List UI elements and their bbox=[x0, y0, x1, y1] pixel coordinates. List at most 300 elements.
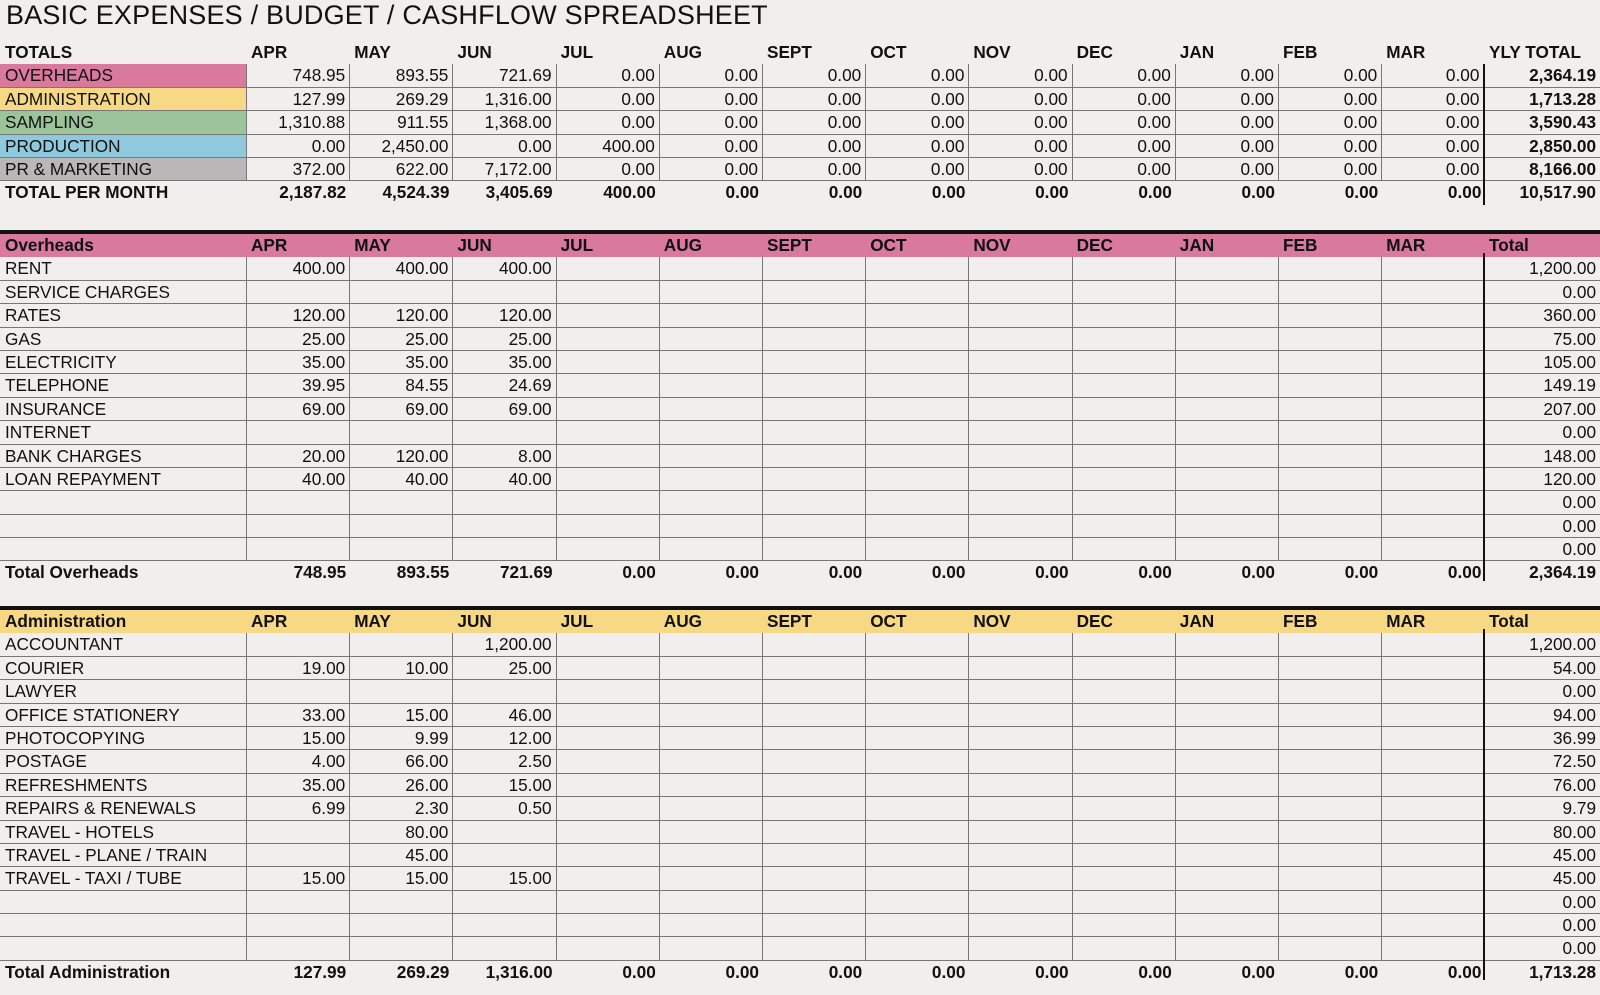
overheads-cell[interactable] bbox=[1176, 351, 1279, 374]
overheads-cell[interactable] bbox=[660, 257, 763, 280]
overheads-cell[interactable] bbox=[557, 538, 660, 561]
administration-cell[interactable] bbox=[660, 914, 763, 937]
overheads-cell[interactable] bbox=[1279, 328, 1382, 351]
administration-cell[interactable] bbox=[1382, 937, 1485, 960]
administration-cell[interactable] bbox=[1279, 937, 1382, 960]
administration-cell[interactable] bbox=[969, 914, 1072, 937]
administration-cell[interactable] bbox=[969, 937, 1072, 960]
overheads-cell[interactable] bbox=[866, 328, 969, 351]
overheads-cell[interactable]: 35.00 bbox=[247, 351, 350, 374]
administration-cell[interactable] bbox=[866, 633, 969, 656]
totals-cell[interactable]: 0.00 bbox=[969, 64, 1072, 87]
overheads-cell[interactable]: 24.69 bbox=[453, 374, 556, 397]
totals-cell[interactable]: 0.00 bbox=[763, 64, 866, 87]
totals-cell[interactable]: 269.29 bbox=[350, 88, 453, 111]
administration-cell[interactable] bbox=[866, 680, 969, 703]
administration-cell[interactable] bbox=[969, 633, 1072, 656]
overheads-cell[interactable] bbox=[1073, 491, 1176, 514]
totals-cell[interactable]: 0.00 bbox=[660, 88, 763, 111]
overheads-cell[interactable] bbox=[1073, 421, 1176, 444]
administration-cell[interactable] bbox=[969, 867, 1072, 890]
overheads-cell[interactable] bbox=[1073, 351, 1176, 374]
overheads-cell[interactable] bbox=[557, 398, 660, 421]
administration-cell[interactable] bbox=[660, 633, 763, 656]
administration-cell[interactable] bbox=[866, 867, 969, 890]
overheads-cell[interactable] bbox=[866, 304, 969, 327]
administration-cell[interactable] bbox=[1382, 797, 1485, 820]
totals-cell[interactable]: 0.00 bbox=[969, 88, 1072, 111]
administration-cell[interactable] bbox=[1176, 891, 1279, 914]
administration-cell[interactable]: 1,200.00 bbox=[453, 633, 556, 656]
overheads-cell[interactable] bbox=[969, 374, 1072, 397]
administration-cell[interactable]: 15.00 bbox=[350, 704, 453, 727]
administration-cell[interactable]: 15.00 bbox=[247, 727, 350, 750]
administration-cell[interactable] bbox=[763, 891, 866, 914]
totals-cell[interactable]: 0.00 bbox=[969, 111, 1072, 134]
overheads-cell[interactable] bbox=[866, 515, 969, 538]
overheads-cell[interactable] bbox=[660, 468, 763, 491]
totals-cell[interactable]: 0.00 bbox=[866, 135, 969, 158]
administration-cell[interactable] bbox=[1279, 704, 1382, 727]
overheads-cell[interactable] bbox=[866, 421, 969, 444]
administration-cell[interactable] bbox=[866, 657, 969, 680]
totals-cell[interactable]: 622.00 bbox=[350, 158, 453, 181]
administration-cell[interactable]: 6.99 bbox=[247, 797, 350, 820]
administration-cell[interactable] bbox=[866, 774, 969, 797]
overheads-cell[interactable] bbox=[660, 445, 763, 468]
administration-cell[interactable]: 25.00 bbox=[453, 657, 556, 680]
totals-cell[interactable]: 127.99 bbox=[247, 88, 350, 111]
administration-cell[interactable] bbox=[453, 937, 556, 960]
overheads-cell[interactable]: 69.00 bbox=[453, 398, 556, 421]
administration-cell[interactable]: 2.50 bbox=[453, 750, 556, 773]
totals-cell[interactable]: 0.00 bbox=[660, 158, 763, 181]
overheads-cell[interactable] bbox=[1176, 328, 1279, 351]
totals-cell[interactable]: 0.00 bbox=[1382, 135, 1485, 158]
totals-cell[interactable]: 0.00 bbox=[1382, 64, 1485, 87]
administration-cell[interactable]: 12.00 bbox=[453, 727, 556, 750]
administration-cell[interactable] bbox=[453, 844, 556, 867]
administration-cell[interactable] bbox=[557, 774, 660, 797]
administration-cell[interactable] bbox=[763, 821, 866, 844]
overheads-cell[interactable] bbox=[1073, 257, 1176, 280]
administration-cell[interactable] bbox=[557, 633, 660, 656]
administration-cell[interactable] bbox=[557, 821, 660, 844]
overheads-cell[interactable] bbox=[763, 374, 866, 397]
overheads-cell[interactable] bbox=[1176, 398, 1279, 421]
overheads-cell[interactable] bbox=[660, 398, 763, 421]
totals-cell[interactable]: 0.00 bbox=[1073, 158, 1176, 181]
overheads-cell[interactable] bbox=[557, 374, 660, 397]
totals-cell[interactable]: 2,450.00 bbox=[350, 135, 453, 158]
administration-cell[interactable] bbox=[1279, 844, 1382, 867]
administration-cell[interactable] bbox=[557, 727, 660, 750]
overheads-cell[interactable] bbox=[557, 421, 660, 444]
overheads-cell[interactable] bbox=[247, 281, 350, 304]
overheads-cell[interactable] bbox=[969, 421, 1072, 444]
administration-cell[interactable] bbox=[1073, 774, 1176, 797]
administration-cell[interactable] bbox=[660, 821, 763, 844]
overheads-cell[interactable] bbox=[866, 398, 969, 421]
totals-cell[interactable]: 1,310.88 bbox=[247, 111, 350, 134]
administration-cell[interactable] bbox=[969, 797, 1072, 820]
totals-cell[interactable]: 0.00 bbox=[969, 135, 1072, 158]
administration-cell[interactable] bbox=[660, 750, 763, 773]
overheads-cell[interactable] bbox=[763, 281, 866, 304]
administration-cell[interactable] bbox=[1279, 914, 1382, 937]
totals-cell[interactable]: 0.00 bbox=[1073, 88, 1176, 111]
overheads-cell[interactable] bbox=[247, 538, 350, 561]
administration-cell[interactable] bbox=[866, 727, 969, 750]
overheads-cell[interactable] bbox=[763, 445, 866, 468]
administration-cell[interactable] bbox=[557, 704, 660, 727]
overheads-cell[interactable]: 39.95 bbox=[247, 374, 350, 397]
administration-cell[interactable] bbox=[1279, 680, 1382, 703]
administration-cell[interactable] bbox=[763, 704, 866, 727]
overheads-cell[interactable] bbox=[557, 281, 660, 304]
totals-cell[interactable]: 0.00 bbox=[1382, 111, 1485, 134]
administration-cell[interactable] bbox=[1382, 657, 1485, 680]
totals-cell[interactable]: 0.00 bbox=[660, 135, 763, 158]
overheads-cell[interactable] bbox=[1073, 515, 1176, 538]
overheads-cell[interactable] bbox=[660, 304, 763, 327]
administration-cell[interactable] bbox=[1279, 797, 1382, 820]
administration-cell[interactable]: 4.00 bbox=[247, 750, 350, 773]
totals-cell[interactable]: 0.00 bbox=[1073, 135, 1176, 158]
overheads-cell[interactable] bbox=[1073, 468, 1176, 491]
overheads-cell[interactable] bbox=[969, 328, 1072, 351]
administration-cell[interactable] bbox=[453, 821, 556, 844]
overheads-cell[interactable] bbox=[969, 304, 1072, 327]
overheads-cell[interactable]: 400.00 bbox=[247, 257, 350, 280]
administration-cell[interactable]: 0.50 bbox=[453, 797, 556, 820]
overheads-cell[interactable] bbox=[350, 421, 453, 444]
overheads-cell[interactable] bbox=[557, 304, 660, 327]
administration-cell[interactable] bbox=[453, 680, 556, 703]
overheads-cell[interactable] bbox=[969, 491, 1072, 514]
totals-cell[interactable]: 0.00 bbox=[1279, 111, 1382, 134]
totals-cell[interactable]: 0.00 bbox=[1176, 88, 1279, 111]
administration-cell[interactable] bbox=[1382, 680, 1485, 703]
overheads-cell[interactable]: 40.00 bbox=[453, 468, 556, 491]
totals-cell[interactable]: 0.00 bbox=[1279, 64, 1382, 87]
totals-cell[interactable]: 0.00 bbox=[866, 88, 969, 111]
totals-cell[interactable]: 0.00 bbox=[1073, 64, 1176, 87]
overheads-cell[interactable]: 40.00 bbox=[247, 468, 350, 491]
administration-cell[interactable] bbox=[557, 867, 660, 890]
administration-cell[interactable] bbox=[350, 680, 453, 703]
overheads-cell[interactable] bbox=[350, 515, 453, 538]
administration-cell[interactable] bbox=[1279, 891, 1382, 914]
administration-cell[interactable] bbox=[557, 914, 660, 937]
totals-cell[interactable]: 0.00 bbox=[1176, 111, 1279, 134]
overheads-cell[interactable] bbox=[247, 421, 350, 444]
administration-cell[interactable] bbox=[660, 844, 763, 867]
overheads-cell[interactable] bbox=[1176, 281, 1279, 304]
totals-cell[interactable]: 7,172.00 bbox=[453, 158, 556, 181]
totals-cell[interactable]: 911.55 bbox=[350, 111, 453, 134]
overheads-cell[interactable] bbox=[1279, 515, 1382, 538]
totals-cell[interactable]: 1,368.00 bbox=[453, 111, 556, 134]
overheads-cell[interactable] bbox=[866, 445, 969, 468]
administration-cell[interactable] bbox=[350, 891, 453, 914]
totals-cell[interactable]: 0.00 bbox=[1279, 88, 1382, 111]
overheads-cell[interactable]: 69.00 bbox=[350, 398, 453, 421]
overheads-cell[interactable]: 8.00 bbox=[453, 445, 556, 468]
totals-cell[interactable]: 0.00 bbox=[1176, 158, 1279, 181]
overheads-cell[interactable] bbox=[557, 468, 660, 491]
overheads-cell[interactable] bbox=[557, 328, 660, 351]
administration-cell[interactable] bbox=[866, 891, 969, 914]
overheads-cell[interactable] bbox=[969, 468, 1072, 491]
administration-cell[interactable] bbox=[1382, 774, 1485, 797]
totals-cell[interactable]: 0.00 bbox=[1279, 135, 1382, 158]
overheads-cell[interactable] bbox=[763, 398, 866, 421]
administration-cell[interactable] bbox=[1176, 680, 1279, 703]
administration-cell[interactable] bbox=[660, 774, 763, 797]
overheads-cell[interactable] bbox=[1176, 374, 1279, 397]
administration-cell[interactable] bbox=[1176, 657, 1279, 680]
overheads-cell[interactable] bbox=[1382, 328, 1485, 351]
administration-cell[interactable] bbox=[1382, 633, 1485, 656]
administration-cell[interactable] bbox=[557, 680, 660, 703]
administration-cell[interactable] bbox=[1176, 937, 1279, 960]
administration-cell[interactable] bbox=[763, 633, 866, 656]
overheads-cell[interactable] bbox=[1176, 421, 1279, 444]
overheads-cell[interactable] bbox=[763, 257, 866, 280]
administration-cell[interactable] bbox=[763, 937, 866, 960]
overheads-cell[interactable] bbox=[660, 421, 763, 444]
overheads-cell[interactable]: 84.55 bbox=[350, 374, 453, 397]
overheads-cell[interactable] bbox=[1382, 257, 1485, 280]
administration-cell[interactable]: 15.00 bbox=[350, 867, 453, 890]
administration-cell[interactable] bbox=[660, 727, 763, 750]
totals-cell[interactable]: 1,316.00 bbox=[453, 88, 556, 111]
overheads-cell[interactable] bbox=[660, 328, 763, 351]
administration-cell[interactable] bbox=[660, 891, 763, 914]
totals-cell[interactable]: 0.00 bbox=[1382, 88, 1485, 111]
administration-cell[interactable] bbox=[247, 891, 350, 914]
administration-cell[interactable] bbox=[763, 914, 866, 937]
overheads-cell[interactable]: 20.00 bbox=[247, 445, 350, 468]
overheads-cell[interactable] bbox=[453, 421, 556, 444]
overheads-cell[interactable] bbox=[453, 515, 556, 538]
administration-cell[interactable] bbox=[1176, 844, 1279, 867]
administration-cell[interactable] bbox=[247, 633, 350, 656]
administration-cell[interactable] bbox=[969, 821, 1072, 844]
administration-cell[interactable] bbox=[557, 937, 660, 960]
overheads-cell[interactable]: 120.00 bbox=[247, 304, 350, 327]
overheads-cell[interactable] bbox=[350, 281, 453, 304]
overheads-cell[interactable] bbox=[969, 281, 1072, 304]
administration-cell[interactable] bbox=[763, 797, 866, 820]
administration-cell[interactable] bbox=[557, 657, 660, 680]
totals-cell[interactable]: 0.00 bbox=[247, 135, 350, 158]
administration-cell[interactable]: 15.00 bbox=[453, 774, 556, 797]
overheads-cell[interactable] bbox=[453, 491, 556, 514]
overheads-cell[interactable] bbox=[866, 281, 969, 304]
administration-cell[interactable] bbox=[557, 844, 660, 867]
overheads-cell[interactable] bbox=[1176, 491, 1279, 514]
overheads-cell[interactable] bbox=[1382, 515, 1485, 538]
overheads-cell[interactable]: 120.00 bbox=[350, 304, 453, 327]
totals-cell[interactable]: 0.00 bbox=[1073, 111, 1176, 134]
administration-cell[interactable] bbox=[350, 937, 453, 960]
administration-cell[interactable] bbox=[453, 891, 556, 914]
overheads-cell[interactable] bbox=[1176, 445, 1279, 468]
overheads-cell[interactable] bbox=[763, 304, 866, 327]
administration-cell[interactable] bbox=[557, 797, 660, 820]
administration-cell[interactable] bbox=[969, 727, 1072, 750]
overheads-cell[interactable]: 35.00 bbox=[350, 351, 453, 374]
overheads-cell[interactable] bbox=[557, 491, 660, 514]
administration-cell[interactable] bbox=[1073, 704, 1176, 727]
administration-cell[interactable] bbox=[1279, 750, 1382, 773]
totals-cell[interactable]: 0.00 bbox=[557, 111, 660, 134]
overheads-cell[interactable] bbox=[1176, 515, 1279, 538]
overheads-cell[interactable] bbox=[969, 538, 1072, 561]
overheads-cell[interactable] bbox=[557, 515, 660, 538]
administration-cell[interactable] bbox=[969, 774, 1072, 797]
administration-cell[interactable] bbox=[1073, 680, 1176, 703]
overheads-cell[interactable] bbox=[866, 491, 969, 514]
administration-cell[interactable]: 66.00 bbox=[350, 750, 453, 773]
overheads-cell[interactable] bbox=[969, 257, 1072, 280]
overheads-cell[interactable] bbox=[1279, 304, 1382, 327]
totals-cell[interactable]: 0.00 bbox=[866, 158, 969, 181]
administration-cell[interactable] bbox=[247, 937, 350, 960]
administration-cell[interactable] bbox=[1279, 774, 1382, 797]
administration-cell[interactable]: 45.00 bbox=[350, 844, 453, 867]
administration-cell[interactable] bbox=[453, 914, 556, 937]
administration-cell[interactable] bbox=[1382, 914, 1485, 937]
administration-cell[interactable] bbox=[763, 844, 866, 867]
administration-cell[interactable]: 10.00 bbox=[350, 657, 453, 680]
overheads-cell[interactable] bbox=[763, 468, 866, 491]
totals-cell[interactable]: 372.00 bbox=[247, 158, 350, 181]
administration-cell[interactable] bbox=[763, 657, 866, 680]
administration-cell[interactable] bbox=[763, 867, 866, 890]
administration-cell[interactable] bbox=[1073, 633, 1176, 656]
totals-cell[interactable]: 0.00 bbox=[557, 64, 660, 87]
overheads-cell[interactable] bbox=[1279, 468, 1382, 491]
overheads-cell[interactable] bbox=[1382, 491, 1485, 514]
administration-cell[interactable] bbox=[1073, 727, 1176, 750]
administration-cell[interactable] bbox=[763, 680, 866, 703]
totals-cell[interactable]: 893.55 bbox=[350, 64, 453, 87]
administration-cell[interactable] bbox=[969, 844, 1072, 867]
totals-cell[interactable]: 0.00 bbox=[660, 64, 763, 87]
administration-cell[interactable] bbox=[247, 914, 350, 937]
administration-cell[interactable] bbox=[1176, 797, 1279, 820]
administration-cell[interactable] bbox=[1073, 914, 1176, 937]
administration-cell[interactable]: 46.00 bbox=[453, 704, 556, 727]
administration-cell[interactable] bbox=[247, 821, 350, 844]
overheads-cell[interactable] bbox=[1279, 538, 1382, 561]
administration-cell[interactable] bbox=[1176, 750, 1279, 773]
administration-cell[interactable] bbox=[660, 704, 763, 727]
overheads-cell[interactable] bbox=[1382, 374, 1485, 397]
totals-cell[interactable]: 0.00 bbox=[453, 135, 556, 158]
overheads-cell[interactable] bbox=[1382, 351, 1485, 374]
administration-cell[interactable] bbox=[1176, 727, 1279, 750]
administration-cell[interactable] bbox=[660, 937, 763, 960]
administration-cell[interactable] bbox=[1279, 867, 1382, 890]
administration-cell[interactable] bbox=[1279, 657, 1382, 680]
administration-cell[interactable] bbox=[1073, 750, 1176, 773]
administration-cell[interactable] bbox=[866, 914, 969, 937]
overheads-cell[interactable]: 40.00 bbox=[350, 468, 453, 491]
overheads-cell[interactable]: 69.00 bbox=[247, 398, 350, 421]
overheads-cell[interactable] bbox=[866, 351, 969, 374]
administration-cell[interactable] bbox=[969, 704, 1072, 727]
administration-cell[interactable] bbox=[763, 750, 866, 773]
administration-cell[interactable] bbox=[763, 774, 866, 797]
overheads-cell[interactable] bbox=[866, 538, 969, 561]
administration-cell[interactable]: 80.00 bbox=[350, 821, 453, 844]
administration-cell[interactable]: 33.00 bbox=[247, 704, 350, 727]
overheads-cell[interactable] bbox=[1382, 445, 1485, 468]
administration-cell[interactable]: 15.00 bbox=[247, 867, 350, 890]
administration-cell[interactable] bbox=[1073, 891, 1176, 914]
overheads-cell[interactable] bbox=[557, 445, 660, 468]
administration-cell[interactable] bbox=[1382, 844, 1485, 867]
overheads-cell[interactable] bbox=[1073, 538, 1176, 561]
administration-cell[interactable] bbox=[1382, 704, 1485, 727]
overheads-cell[interactable] bbox=[660, 281, 763, 304]
administration-cell[interactable] bbox=[1073, 867, 1176, 890]
administration-cell[interactable]: 26.00 bbox=[350, 774, 453, 797]
overheads-cell[interactable]: 35.00 bbox=[453, 351, 556, 374]
administration-cell[interactable] bbox=[1073, 937, 1176, 960]
administration-cell[interactable] bbox=[1073, 797, 1176, 820]
overheads-cell[interactable] bbox=[247, 491, 350, 514]
overheads-cell[interactable] bbox=[1176, 538, 1279, 561]
overheads-cell[interactable] bbox=[660, 374, 763, 397]
administration-cell[interactable] bbox=[660, 657, 763, 680]
administration-cell[interactable]: 9.99 bbox=[350, 727, 453, 750]
administration-cell[interactable] bbox=[866, 797, 969, 820]
overheads-cell[interactable] bbox=[1279, 491, 1382, 514]
overheads-cell[interactable] bbox=[660, 515, 763, 538]
overheads-cell[interactable] bbox=[1073, 328, 1176, 351]
totals-cell[interactable]: 0.00 bbox=[763, 135, 866, 158]
totals-cell[interactable]: 0.00 bbox=[1176, 135, 1279, 158]
overheads-cell[interactable] bbox=[1279, 398, 1382, 421]
administration-cell[interactable] bbox=[1382, 727, 1485, 750]
overheads-cell[interactable] bbox=[1382, 304, 1485, 327]
administration-cell[interactable] bbox=[969, 750, 1072, 773]
overheads-cell[interactable] bbox=[1176, 257, 1279, 280]
overheads-cell[interactable] bbox=[866, 257, 969, 280]
overheads-cell[interactable] bbox=[660, 351, 763, 374]
administration-cell[interactable] bbox=[1382, 867, 1485, 890]
totals-cell[interactable]: 0.00 bbox=[1279, 158, 1382, 181]
administration-cell[interactable] bbox=[1382, 750, 1485, 773]
administration-cell[interactable] bbox=[557, 891, 660, 914]
overheads-cell[interactable] bbox=[1279, 374, 1382, 397]
overheads-cell[interactable] bbox=[660, 538, 763, 561]
totals-cell[interactable]: 0.00 bbox=[763, 158, 866, 181]
totals-cell[interactable]: 0.00 bbox=[763, 88, 866, 111]
administration-cell[interactable] bbox=[1279, 633, 1382, 656]
administration-cell[interactable] bbox=[350, 914, 453, 937]
totals-cell[interactable]: 0.00 bbox=[1176, 64, 1279, 87]
overheads-cell[interactable] bbox=[1073, 281, 1176, 304]
overheads-cell[interactable] bbox=[763, 421, 866, 444]
overheads-cell[interactable] bbox=[1073, 374, 1176, 397]
overheads-cell[interactable] bbox=[350, 491, 453, 514]
